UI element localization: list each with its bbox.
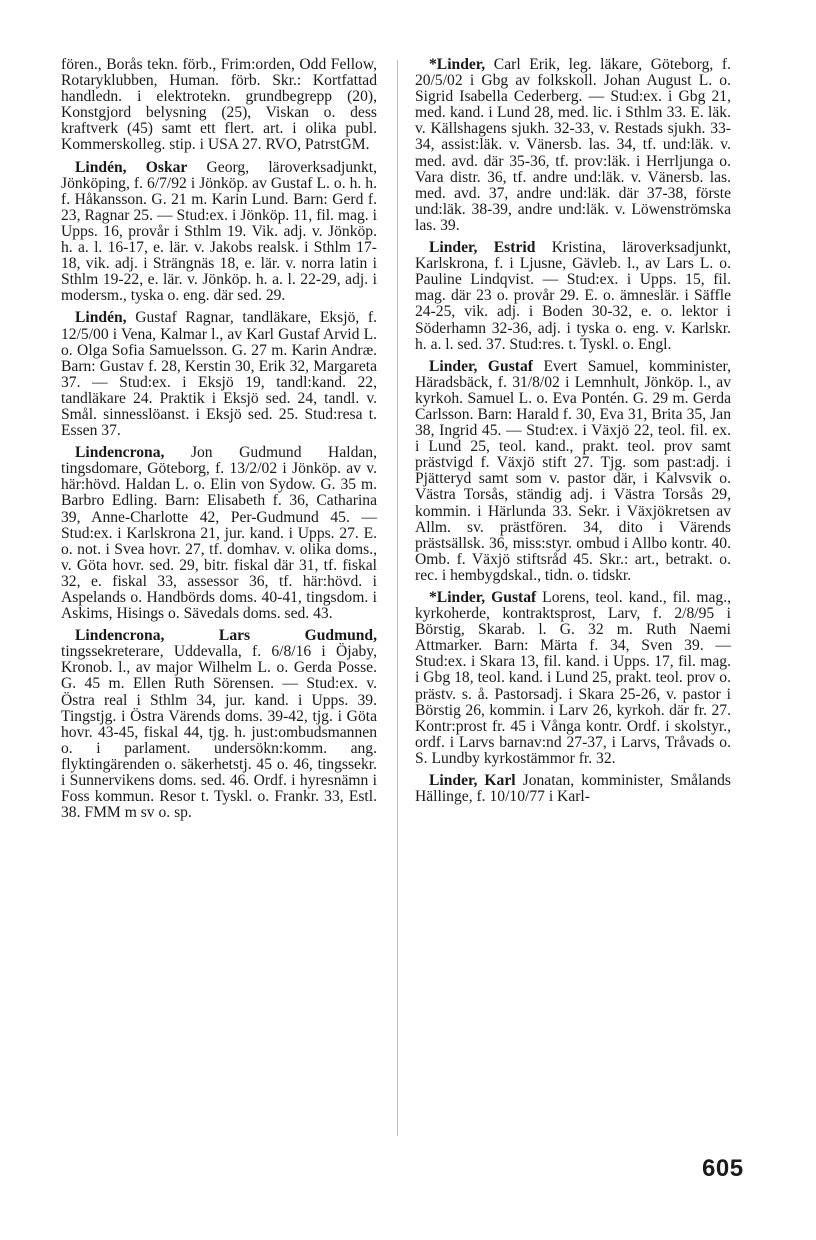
entry-surname: *Linder, xyxy=(429,56,486,73)
page-number: 605 xyxy=(702,1155,744,1182)
biography-entry xyxy=(415,590,731,767)
entry-surname: Linder, Gustaf xyxy=(429,357,533,375)
left-column xyxy=(61,57,377,827)
entry-text: Kristina, läroverksadjunkt, Karlskrona, f. i Ljusne, Gävleb. l., av Lars L. o. Pauline Lindqvist. — Stud:ex. i Upps. 15, fil. mag. där 23 o. provår 29. E. o. ämneslär. i Säffle 24-25, vik. adj. i Boden 30-32, e. o. lektor i Söderhamn 32-36, adj. i tyska o. eng. v. Karlskr. h. a. l. sed. 37. Stud:res. t. Tyskl. o. Engl. xyxy=(415,239,731,353)
entry-surname: Lindencrona, Lars Gudmund, xyxy=(75,627,377,645)
entry-surname: Lindén, Oskar xyxy=(75,158,188,176)
biography-entry xyxy=(61,310,377,439)
entry-text: fören., Borås tekn. förb., Frim:orden, Odd Fellow, Rotaryklubben, Human. förb. Skr.: Kortfattad handledn. i elektrotekn. grundbegrepp (20), Konstgjord belysning (25), Viskan o. dess kraftverk (45) samt ett flert. art. i olika publ. Kommerskolleg. stip. i USA 27. RVO, PatrstGM. xyxy=(61,56,377,154)
entry-surname: Lindencrona, xyxy=(75,444,165,462)
entry-text: Jon Gudmund Haldan, tingsdomare, Göteborg, f. 13/2/02 i Jönköp. av v. här:hövd. Haldan L. o. Elin von Sydow. G. 35 m. Barbro Edling. Barn: Elisabeth f. 36, Catharina 39, Anne-Charlotte 42, Per-Gudmund 45. — Stud:ex. i Karlskrona 21, jur. kand. i Upps. 27. E. o. not. i Svea hovr. 27, tf. domhav. v. olika doms., v. Göta hovr. sed. 29, bitr. fiskal där 31, tf. fiskal 32, e. fiskal 33, assessor 36, tf. här:hövd. i Aspelands o. Handbörds doms. 40-41, tingsdom. i Askims, Hisings o. Sävedals doms. sed. 43. xyxy=(61,444,377,623)
entry-surname: Linder, Karl xyxy=(429,772,516,790)
biography-entry xyxy=(61,57,377,154)
entry-text: Lorens, teol. kand., fil. mag., kyrkoherde, kontraktsprost, Larv, f. 2/8/95 i Börstig, Skarab. l. G. 32 m. Ruth Naemi Attmarker. Barn: Märta f. 34, Sven 39. — Stud:ex. i Skara 13, fil. kand. i Upps. 17, fil. mag. i Gbg 18, teol. kand. i Lund 25, prakt. teol. prov o. prästv. s. å. Pastorsadj. i Skara 25-26, v. pastor i Börstig 26, kommin. i Larv 26, kyrkoh. där fr. 27. Kontr:prost fr. 45 i Vånga kontr. Ordf. i skolstyr., ordf. i Larvs barnav:nd 27-37, i Larvs, Tråvads o. S. Lundby kyrkostämmor fr. 32. xyxy=(415,589,731,767)
entry-text: Gustaf Ragnar, tandläkare, Eksjö, f. 12/5/00 i Vena, Kalmar l., av Karl Gustaf Arvid L. o. Olga Sofia Samuelsson. G. 27 m. Karin Andræ. Barn: Gustav f. 28, Kerstin 30, Erik 32, Margareta 37. — Stud:ex. i Eksjö 19, tandl:kand. 22, tandläkare 24. Praktik i Eksjö sed. 24, tandl. v. Smål. sinnesslöanst. i Eksjö sed. 25. Stud:resa t. Essen 37. xyxy=(61,309,377,440)
entry-surname: Lindén, xyxy=(75,309,127,327)
entry-surname: *Linder, Gustaf xyxy=(429,589,537,606)
biography-entry xyxy=(415,773,731,805)
entry-text: tingssekreterare, Uddevalla, f. 6/8/16 i Öjaby, Kronob. l., av major Wilhelm L. o. Gerda Posse. G. 45 m. Ellen Ruth Sörensen. — Stud:ex. v. Östra real i Sthlm 34, jur. kand. i Upps. 39. Tingstjg. i Östra Värends doms. 39-42, tjg. i Göta hovr. 43-45, fiskal 44, tjg. h. just:ombudsmannen o. i parlament. undersökn:komm. ang. flyktingärenden o. säkerhetstj. 45 o. 46, tingssekr. i Sunnervikens doms. sed. 46. Ordf. i hyresnämn i Foss kommun. Resor t. Tyskl. o. Frankr. 33, Estl. 38. FMM m sv o. sp. xyxy=(61,643,377,822)
entry-text: Carl Erik, leg. läkare, Göteborg, f. 20/5/02 i Gbg av folkskoll. Johan August L. o. Sigrid Isabella Cederberg. — Stud:ex. i Gbg 21, med. kand. i Lund 28, med. lic. i Sthlm 33. E. läk. v. Källshagens sjukh. 32-33, v. Restads sjukh. 33-34, assist:läk. v. Vänersb. las. 34, tf. und:läk. v. med. avd. där 35-36, tf. prov:läk. i Herrljunga o. Vara distr. 36, tf. andre und:läk. v. Vänersb. las. med. avd. 37, andre und:läk. där 37-38, förste und:läk. 38-39, andre und:läk. v. Löwenströmska las. 39. xyxy=(415,56,731,234)
biography-entry xyxy=(415,359,731,584)
entry-text: Jonatan, komminister, Smålands Hällinge, f. 10/10/77 i Karl- xyxy=(415,772,731,806)
biography-entry xyxy=(415,57,731,234)
column-divider xyxy=(397,60,398,1136)
biography-entry xyxy=(61,445,377,622)
entry-text: Evert Samuel, komminister, Häradsbäck, f. 31/8/02 i Lemnhult, Jönköp. l., av kyrkoh. Samuel L. o. Eva Pontén. G. 29 m. Gerda Carlsson. Barn: Harald f. 30, Eva 31, Brita 35, Jan 38, Ingrid 45. — Stud:ex. i Växjö 22, teol. fil. ex. i Lund 25, teol. kand., prakt. teol. prov samt prästvigd f. Växjö stift 27. Tjg. som past:adj. i Pjätteryd samt som v. pastor där, i Kalvsvik o. Västra Torsås, ständig adj. i Västra Torsås 29, kommin. i Härlunda 33. Sekr. i Växjökretsen av Allm. sv. prästfören. 34, dito i Värends prästsällsk. 36, miss:styr. ombud i Allbo kontr. 40. Omb. f. Växjö stiftsråd 45. Skr.: art., betrakt. o. rec. i hembygdskal., tidn. o. tidskr. xyxy=(415,357,731,584)
biography-entry xyxy=(61,160,377,305)
biography-entry xyxy=(415,240,731,353)
right-column xyxy=(415,57,731,811)
biography-entry xyxy=(61,628,377,821)
entry-surname: Linder, Estrid xyxy=(429,239,536,257)
entry-text: Georg, läroverksadjunkt, Jönköping, f. 6/7/92 i Jönköp. av Gustaf L. o. h. h. f. Håkansson. G. 21 m. Karin Lund. Barn: Gerd f. 23, Ragnar 25. — Stud:ex. i Jönköp. 11, fil. mag. i Upps. 16, provår i Sthlm 19. Vik. adj. v. Jönköp. h. a. l. 16-17, e. lär. v. Jakobs realsk. i Sthlm 17-18, vik. adj. i Strängnäs 18, e. lär. v. norra latin i Sthlm 19-22, e. lär. v. Jönköp. h. a. l. 22-29, adj. i modersm., tyska o. eng. där sed. 29. xyxy=(61,158,378,305)
